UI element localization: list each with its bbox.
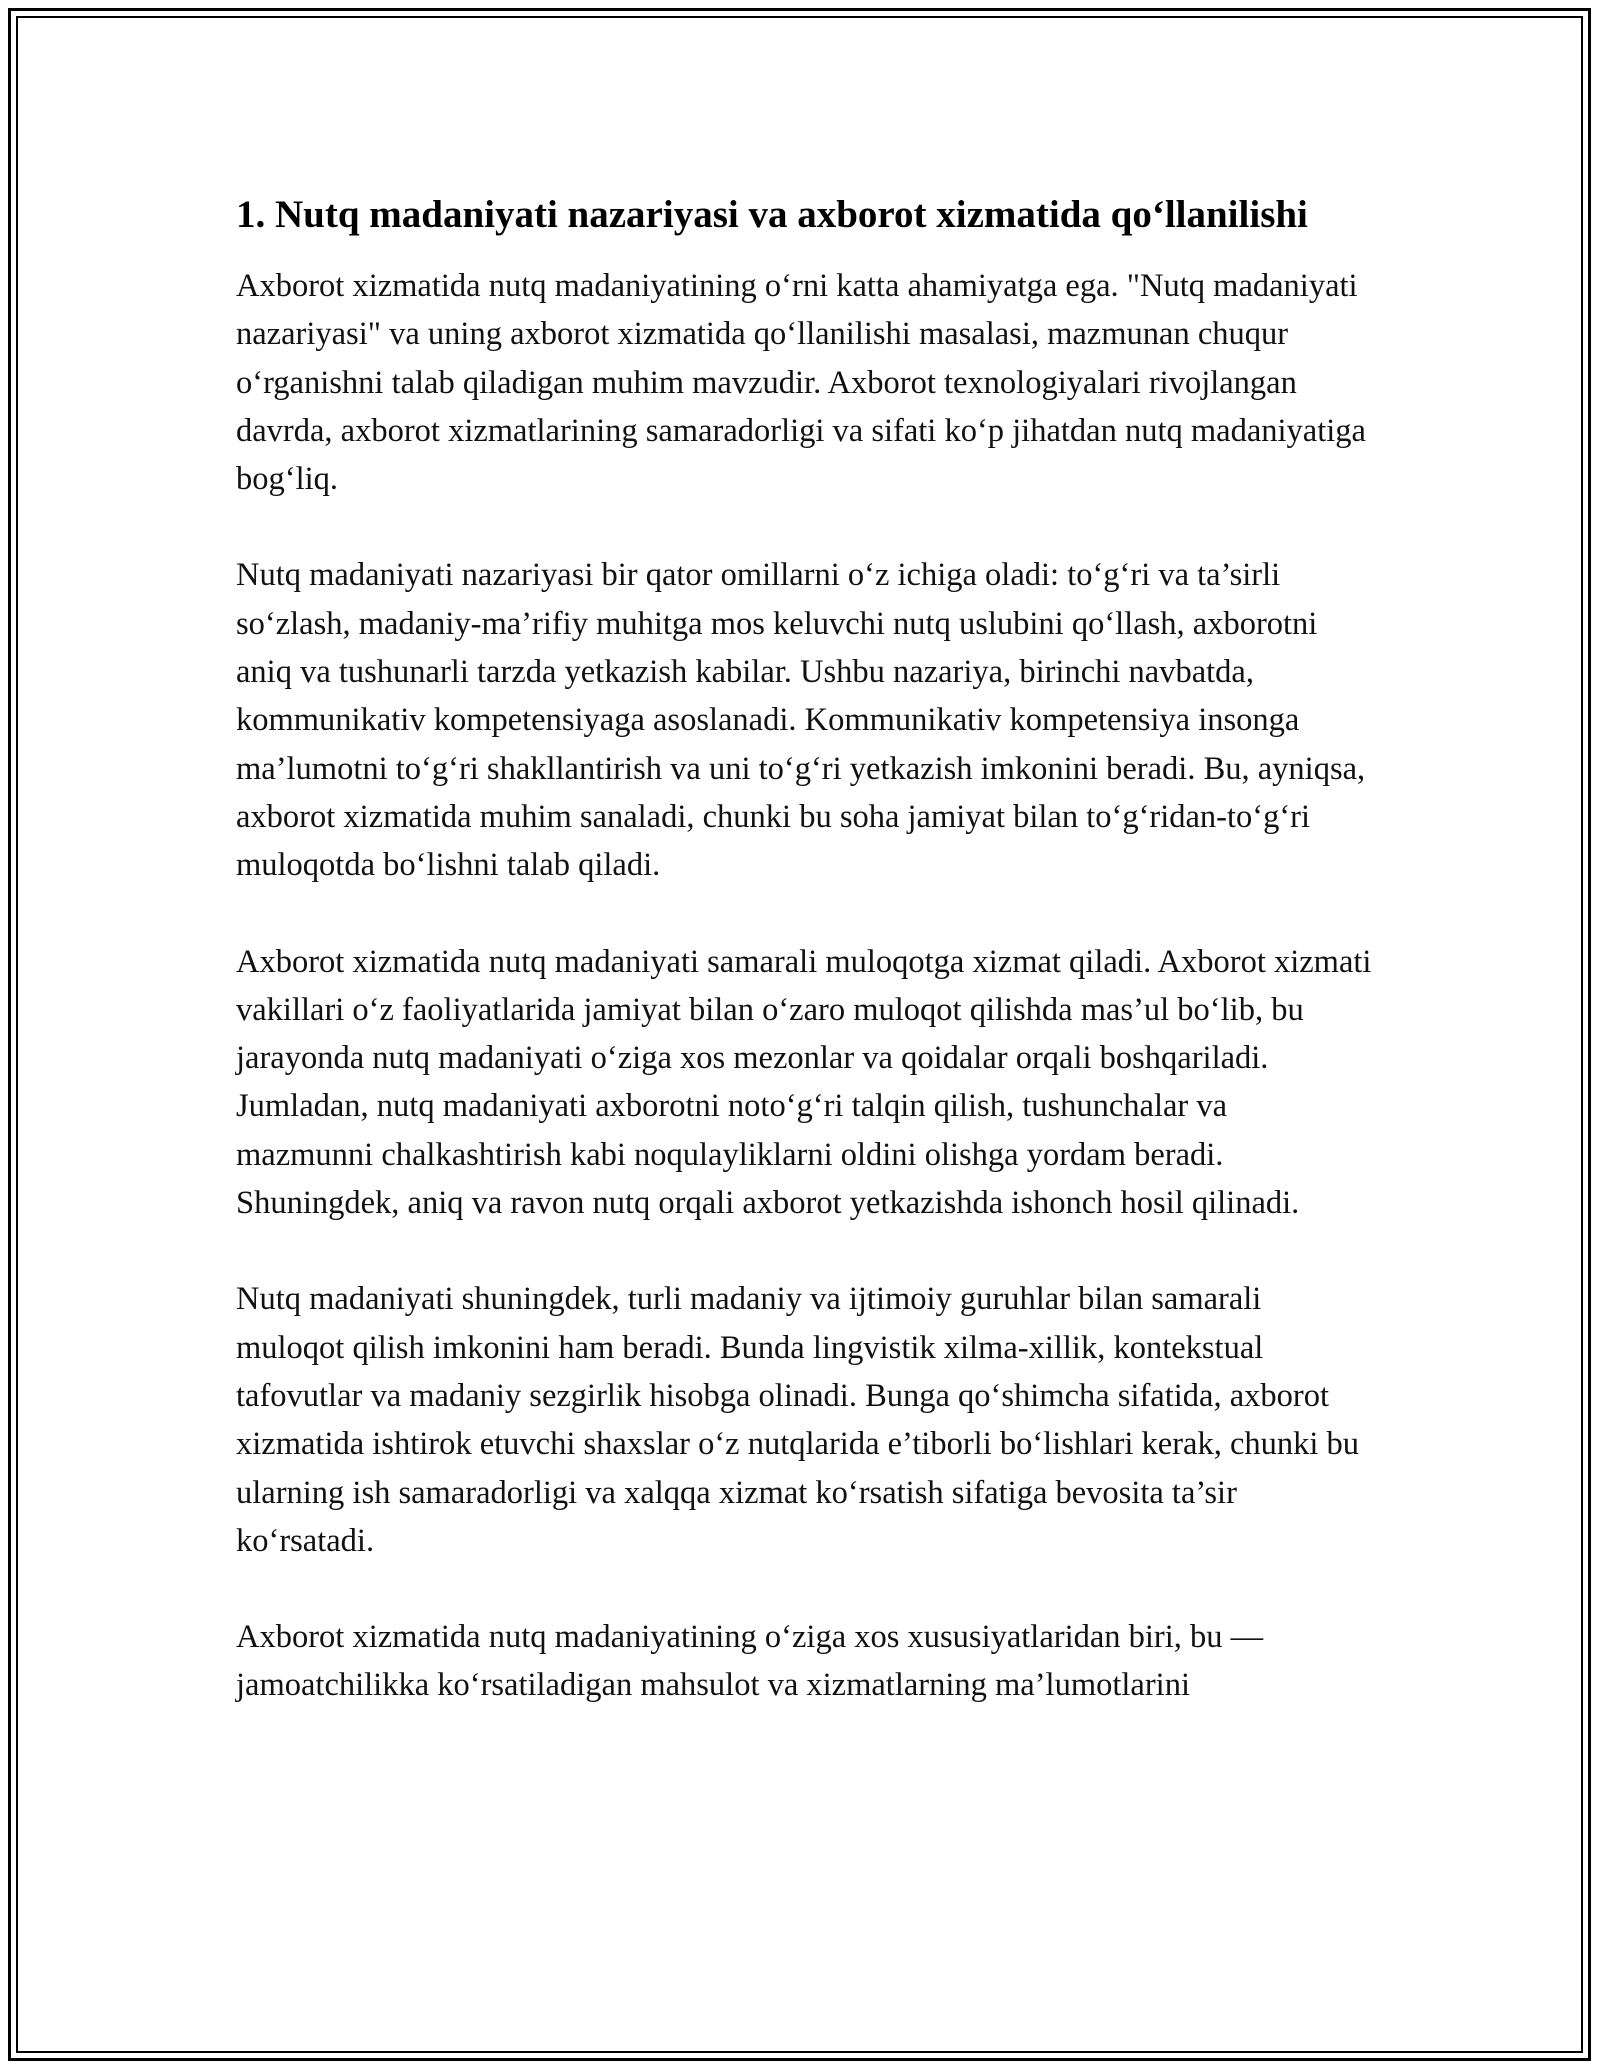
paragraph-4: Nutq madaniyati shuningdek, turli madaniy va ijtimoiy guruhlar bilan samarali muloqot qilish imkonini ham beradi. Bunda lingvistik xilma-xillik, kontekstual tafovutlar va madaniy sezgirlik hisobga olinadi. Bunga qo‘shimcha sifatida, axborot xizmatida ishtirok etuvchi shaxslar o‘z nutqlarida e’tiborli bo‘lishlari kerak, chunki bu ularning ish samaradorligi va xalqqa xizmat ko‘rsatish sifatiga bevosita ta’sir ko‘rsatadi. <box>236 1281 1360 1559</box>
section-heading: 1. Nutq madaniyati nazariyasi va axborot xizmatida qo‘llanilishi <box>236 193 1308 236</box>
paragraph-3: Axborot xizmatida nutq madaniyati samarali muloqotga xizmat qiladi. Axborot xizmati vakillari o‘z faoliyatlarida jamiyat bilan o‘zaro muloqot qilishda mas’ul bo‘lib, bu jarayonda nutq madaniyati o‘ziga xos mezonlar va qoidalar orqali boshqariladi. Jumladan, nutq madaniyati axborotni noto‘g‘ri talqin qilish, tushunchalar va mazmunni chalkashtirish kabi noqulayliklarni oldini olishga yordam beradi. Shuningdek, aniq va ravon nutq orqali axborot yetkazishda ishonch hosil qilinadi. <box>236 943 1372 1222</box>
paragraph-5: Axborot xizmatida nutq madaniyatining o‘ziga xos xususiyatlaridan biri, bu — jamoatchilikka ko‘rsatiladigan mahsulot va xizmatlarning ma’lumotlarini <box>236 1619 1264 1704</box>
paragraph-1: Axborot xizmatida nutq madaniyatining o‘rni katta ahamiyatga ega. "Nutq madaniyati nazariyasi" va uning axborot xizmatida qo‘llanilishi masalasi, mazmunan chuqur o‘rganishni talab qiladigan muhim mavzudir. Axborot texnologiyalari rivojlangan davrda, axborot xizmatlarining samaradorligi va sifati ko‘p jihatdan nutq madaniyatiga bog‘liq. <box>236 268 1366 498</box>
document-body <box>236 188 1372 1758</box>
paragraph-2: Nutq madaniyati nazariyasi bir qator omillarni o‘z ichiga oladi: to‘g‘ri va ta’sirli so‘zlash, madaniy-ma’rifiy muhitga mos keluvchi nutq uslubini qo‘llash, axborotni aniq va tushunarli tarzda yetkazish kabilar. Ushbu nazariya, birinchi navbatda, kommunikativ kompetensiyaga asoslanadi. Kommunikativ kompetensiya insonga ma’lumotni to‘g‘ri shakllantirish va uni to‘g‘ri yetkazish imkonini beradi. Bu, ayniqsa, axborot xizmatida muhim sanaladi, chunki bu soha jamiyat bilan to‘g‘ridan-to‘g‘ri muloqotda bo‘lishni talab qiladi. <box>236 557 1366 884</box>
